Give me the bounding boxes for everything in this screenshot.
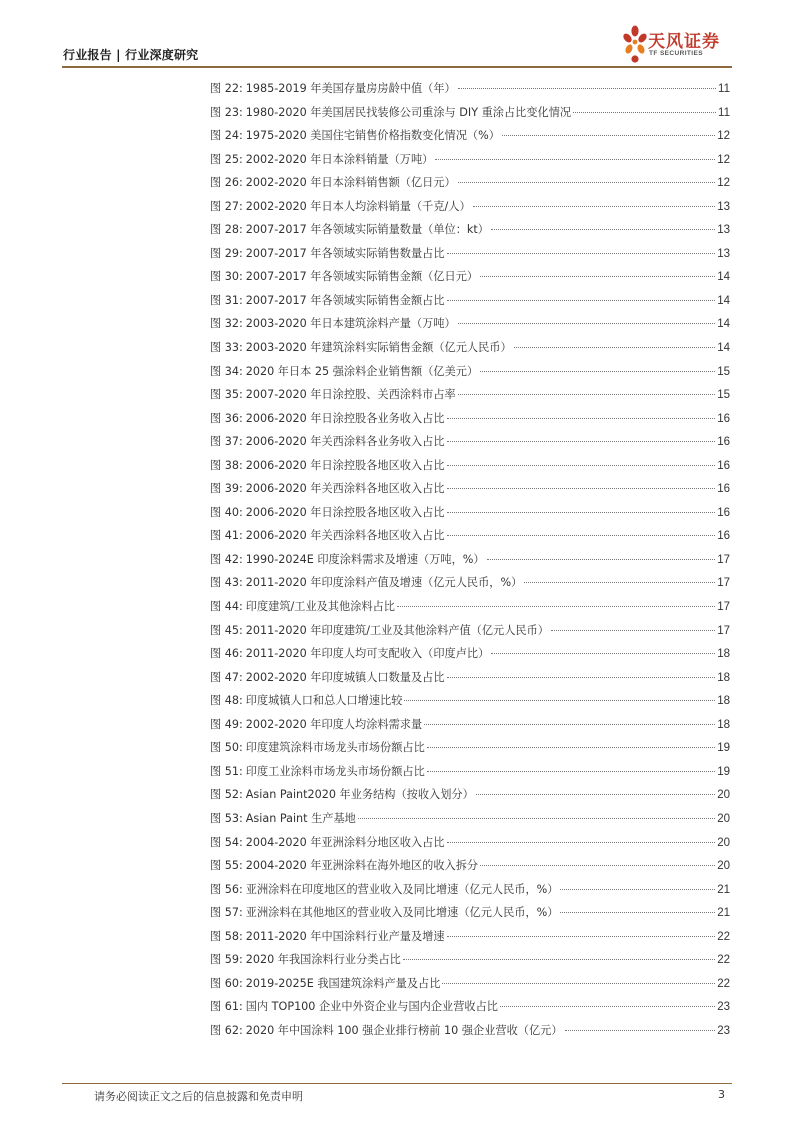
toc-page-number: 12 (717, 177, 730, 190)
toc-figure-title: 1985-2019 年美国存量房房龄中值（年） (245, 82, 456, 95)
toc-dot-leader (447, 936, 716, 937)
toc-dot-leader (573, 112, 716, 113)
toc-figure-title: 2020 年中国涂料 100 强企业排行榜前 10 强企业营收（亿元） (245, 1023, 563, 1037)
toc-dot-leader (551, 630, 715, 631)
toc-figure-number: 图 59: (210, 953, 243, 967)
toc-figure-number: 图 48: (210, 694, 243, 708)
company-logo (622, 24, 734, 68)
toc-figure-number: 图 53: (210, 811, 243, 825)
footer-divider (62, 1083, 732, 1084)
toc-page-number: 17 (717, 601, 730, 614)
toc-figure-number: 图 27: (210, 199, 243, 213)
toc-dot-leader (491, 229, 715, 230)
toc-entry[interactable] (210, 619, 730, 643)
toc-figure-title: 2002-2020 年日本人均涂料销量（千克/人） (245, 199, 471, 213)
toc-entry[interactable] (210, 124, 730, 148)
toc-page-number: 18 (717, 648, 730, 661)
toc-figure-number: 图 22: (210, 82, 243, 95)
toc-page-number: 16 (717, 436, 730, 449)
toc-dot-leader (447, 677, 716, 678)
toc-entry[interactable] (210, 289, 730, 313)
toc-page-number: 14 (717, 342, 730, 355)
toc-figure-number: 图 33: (210, 341, 243, 355)
toc-dot-leader (447, 418, 716, 419)
toc-dot-leader (491, 653, 715, 654)
toc-figure-title: 2003-2020 年日本建筑涂料产量（万吨） (245, 317, 456, 331)
toc-entry[interactable] (210, 642, 730, 666)
toc-dot-leader (524, 582, 715, 583)
toc-dot-leader (404, 700, 715, 701)
toc-page-number: 16 (717, 412, 730, 425)
toc-entry[interactable] (210, 501, 730, 525)
toc-figure-title: 2006-2020 年关西涂料各地区收入占比 (245, 529, 445, 543)
toc-page-number: 17 (717, 577, 730, 590)
toc-entry[interactable] (210, 666, 730, 690)
toc-page-number: 16 (717, 483, 730, 496)
toc-dot-leader (447, 535, 716, 536)
toc-figure-title: 2007-2017 年各领域实际销售金额占比 (245, 293, 445, 307)
toc-page-number: 12 (717, 130, 730, 143)
toc-figure-title: 2011-2020 年印度建筑/工业及其他涂料产值（亿元人民币） (245, 623, 549, 637)
toc-page-number: 21 (717, 883, 730, 896)
toc-dot-leader (427, 747, 715, 748)
logo-company-name: 天风证券 (648, 32, 720, 52)
toc-entry[interactable] (210, 454, 730, 478)
toc-page-number: 17 (717, 553, 730, 566)
toc-dot-leader (565, 1030, 716, 1031)
toc-dot-leader (476, 794, 715, 795)
toc-page-number: 19 (717, 742, 730, 755)
toc-figure-title: 2019-2025E 我国建筑涂料产量及占比 (245, 976, 441, 990)
toc-dot-leader (514, 347, 716, 348)
toc-figure-title: 1990-2024E 印度涂料需求及增速（万吨，%） (245, 552, 485, 566)
toc-page-number: 15 (717, 389, 730, 402)
toc-figure-number: 图 44: (210, 600, 243, 614)
toc-figure-number: 图 52: (210, 788, 243, 802)
toc-figure-title: 2007-2020 年日涂控股、关西涂料市占率 (245, 388, 456, 402)
toc-page-number: 15 (717, 365, 730, 378)
toc-page-number: 18 (717, 718, 730, 731)
toc-figure-title: 2006-2020 年关西涂料各地区收入占比 (245, 482, 445, 496)
toc-page-number: 11 (718, 106, 730, 119)
toc-figure-number: 图 62: (210, 1023, 243, 1037)
toc-page-number: 13 (717, 200, 730, 213)
toc-figure-title: Asian Paint 生产基地 (245, 811, 356, 825)
toc-figure-title: 2004-2020 年亚洲涂料在海外地区的收入拆分 (245, 859, 479, 873)
toc-figure-number: 图 40: (210, 505, 243, 519)
toc-dot-leader (447, 441, 716, 442)
toc-figure-number: 图 60: (210, 976, 243, 990)
toc-figure-number: 图 35: (210, 388, 243, 402)
toc-page-number: 20 (717, 836, 730, 849)
toc-figure-number: 图 25: (210, 152, 243, 166)
toc-page-number: 22 (717, 954, 730, 967)
toc-figure-number: 图 37: (210, 435, 243, 449)
toc-dot-leader (424, 724, 715, 725)
logo-flower-icon (622, 24, 648, 68)
toc-figure-number: 图 42: (210, 552, 243, 566)
toc-dot-leader (403, 959, 715, 960)
toc-dot-leader (447, 300, 716, 301)
toc-figure-title: 2006-2020 年日涂控股各地区收入占比 (245, 458, 445, 472)
toc-figure-title: 2007-2017 年各领域实际销售金额（亿日元） (245, 270, 479, 284)
toc-entry[interactable] (210, 101, 730, 125)
toc-entry[interactable] (210, 878, 730, 902)
toc-entry[interactable] (210, 925, 730, 949)
toc-page-number: 20 (717, 860, 730, 873)
toc-page-number: 18 (717, 695, 730, 708)
toc-page-number: 22 (717, 930, 730, 943)
toc-entry[interactable] (210, 548, 730, 572)
toc-dot-leader (397, 606, 715, 607)
toc-page-number: 16 (717, 530, 730, 543)
toc-entry[interactable] (210, 807, 730, 831)
toc-entry[interactable] (210, 360, 730, 384)
toc-figure-number: 图 30: (210, 270, 243, 284)
toc-figure-number: 图 39: (210, 482, 243, 496)
toc-figure-number: 图 28: (210, 223, 243, 237)
toc-entry[interactable] (210, 336, 730, 360)
toc-page-number: 16 (717, 506, 730, 519)
toc-figure-title: 印度城镇人口和总人口增速比较 (245, 694, 403, 708)
toc-dot-leader (447, 512, 716, 513)
toc-dot-leader (560, 889, 715, 890)
toc-figure-number: 图 34: (210, 364, 243, 378)
toc-figure-number: 图 46: (210, 647, 243, 661)
toc-entry[interactable] (210, 995, 730, 1019)
report-category-label: 行业报告 | 行业深度研究 (63, 48, 199, 62)
toc-figure-title: 1975-2020 美国住宅销售价格指数变化情况（%） (245, 129, 500, 143)
toc-entry[interactable] (210, 265, 730, 289)
toc-figure-number: 图 56: (210, 882, 243, 896)
page-number: 3 (718, 1088, 725, 1101)
toc-figure-title: 1980-2020 年美国居民找装修公司重涂与 DIY 重涂占比变化情况 (245, 105, 572, 119)
toc-dot-leader (427, 771, 715, 772)
toc-entry[interactable] (210, 571, 730, 595)
toc-page-number: 14 (717, 294, 730, 307)
toc-figure-number: 图 43: (210, 576, 243, 590)
toc-page-number: 13 (717, 247, 730, 260)
toc-figure-title: 2002-2020 年日本涂料销量（万吨） (245, 152, 434, 166)
toc-figure-number: 图 51: (210, 764, 243, 778)
toc-entry[interactable] (210, 477, 730, 501)
toc-figure-title: 2003-2020 年建筑涂料实际销售金额（亿元人民币） (245, 341, 512, 355)
toc-page-number: 19 (717, 765, 730, 778)
toc-entry[interactable] (210, 195, 730, 219)
toc-figure-title: 亚洲涂料在印度地区的营业收入及同比增速（亿元人民币，%） (245, 882, 559, 896)
toc-dot-leader (442, 983, 715, 984)
toc-entry[interactable] (210, 713, 730, 737)
toc-dot-leader (447, 253, 716, 254)
toc-figure-number: 图 38: (210, 458, 243, 472)
toc-page-number: 14 (717, 271, 730, 284)
toc-dot-leader (458, 88, 716, 89)
toc-entry[interactable] (210, 383, 730, 407)
toc-figure-number: 图 41: (210, 529, 243, 543)
toc-figure-number: 图 58: (210, 929, 243, 943)
toc-figure-title: 印度建筑涂料市场龙头市场份额占比 (245, 741, 425, 755)
toc-dot-leader (500, 1006, 715, 1007)
toc-dot-leader (502, 135, 715, 136)
toc-entry[interactable] (210, 854, 730, 878)
toc-entry[interactable] (210, 148, 730, 172)
toc-figure-title: 2011-2020 年印度人均可支配收入（印度卢比） (245, 647, 490, 661)
toc-entry[interactable] (210, 171, 730, 195)
toc-dot-leader (447, 842, 716, 843)
toc-entry[interactable] (210, 689, 730, 713)
toc-page-number: 20 (717, 789, 730, 802)
toc-figure-title: Asian Paint2020 年业务结构（按收入划分） (245, 788, 474, 802)
toc-dot-leader (480, 371, 715, 372)
toc-figure-number: 图 26: (210, 176, 243, 190)
toc-figure-number: 图 57: (210, 906, 243, 920)
toc-entry[interactable] (210, 831, 730, 855)
header-divider (62, 66, 732, 68)
toc-figure-number: 图 55: (210, 859, 243, 873)
toc-figure-title: 2004-2020 年亚洲涂料分地区收入占比 (245, 835, 445, 849)
toc-entry[interactable] (210, 312, 730, 336)
figure-table-of-contents (210, 77, 730, 1042)
toc-page-number: 22 (717, 977, 730, 990)
toc-dot-leader (458, 323, 715, 324)
toc-dot-leader (560, 912, 715, 913)
toc-figure-title: 2011-2020 年中国涂料行业产量及增速 (245, 929, 445, 943)
toc-dot-leader (358, 818, 715, 819)
toc-page-number: 23 (717, 1001, 730, 1014)
toc-figure-title: 2007-2017 年各领域实际销量数量（单位：kt） (245, 223, 489, 237)
toc-figure-number: 图 24: (210, 129, 243, 143)
toc-dot-leader (447, 488, 716, 489)
toc-page-number: 17 (717, 624, 730, 637)
toc-figure-title: 2006-2020 年日涂控股各业务收入占比 (245, 411, 445, 425)
toc-dot-leader (435, 159, 715, 160)
toc-dot-leader (458, 182, 715, 183)
toc-figure-number: 图 36: (210, 411, 243, 425)
toc-figure-title: 国内 TOP100 企业中外资企业与国内企业营收占比 (245, 1000, 498, 1014)
toc-entry[interactable] (210, 901, 730, 925)
toc-figure-title: 2020 年我国涂料行业分类占比 (245, 953, 401, 967)
footer-disclaimer: 请务必阅读正文之后的信息披露和免责申明 (94, 1090, 303, 1103)
toc-page-number: 14 (717, 318, 730, 331)
toc-figure-title: 2011-2020 年印度涂料产值及增速（亿元人民币，%） (245, 576, 523, 590)
toc-page-number: 16 (717, 459, 730, 472)
toc-figure-number: 图 29: (210, 246, 243, 260)
toc-dot-leader (458, 394, 715, 395)
toc-figure-number: 图 47: (210, 670, 243, 684)
toc-page-number: 18 (717, 671, 730, 684)
toc-page-number: 12 (717, 153, 730, 166)
toc-figure-title: 2007-2017 年各领域实际销售数量占比 (245, 246, 445, 260)
toc-entry[interactable] (210, 760, 730, 784)
toc-figure-number: 图 45: (210, 623, 243, 637)
toc-figure-title: 2002-2020 年日本涂料销售额（亿日元） (245, 176, 456, 190)
toc-entry[interactable] (210, 77, 730, 101)
toc-dot-leader (487, 559, 716, 560)
toc-page-number: 21 (717, 907, 730, 920)
toc-figure-title: 2020 年日本 25 强涂料企业销售额（亿美元） (245, 364, 479, 378)
toc-figure-title: 亚洲涂料在其他地区的营业收入及同比增速（亿元人民币，%） (245, 906, 559, 920)
toc-figure-number: 图 23: (210, 105, 243, 119)
toc-entry[interactable] (210, 242, 730, 266)
toc-dot-leader (480, 276, 715, 277)
toc-dot-leader (447, 465, 716, 466)
toc-page-number: 23 (717, 1024, 730, 1037)
toc-page-number: 11 (718, 83, 730, 95)
toc-figure-number: 图 61: (210, 1000, 243, 1014)
toc-entry[interactable] (210, 524, 730, 548)
toc-figure-number: 图 54: (210, 835, 243, 849)
toc-page-number: 20 (717, 812, 730, 825)
toc-figure-number: 图 32: (210, 317, 243, 331)
toc-entry[interactable] (210, 736, 730, 760)
toc-entry[interactable] (210, 948, 730, 972)
toc-figure-title: 印度建筑/工业及其他涂料占比 (245, 600, 395, 614)
logo-english-name: TF SECURITIES (649, 50, 703, 57)
toc-figure-number: 图 49: (210, 717, 243, 731)
toc-entry[interactable] (210, 430, 730, 454)
toc-figure-number: 图 31: (210, 293, 243, 307)
toc-page-number: 13 (717, 224, 730, 237)
toc-entry[interactable] (210, 595, 730, 619)
toc-figure-number: 图 50: (210, 741, 243, 755)
toc-figure-title: 印度工业涂料市场龙头市场份额占比 (245, 764, 425, 778)
toc-entry[interactable] (210, 1019, 730, 1043)
toc-dot-leader (473, 206, 716, 207)
toc-dot-leader (480, 865, 715, 866)
toc-figure-title: 2002-2020 年印度人均涂料需求量 (245, 717, 423, 731)
toc-figure-title: 2006-2020 年日涂控股各地区收入占比 (245, 505, 445, 519)
toc-entry[interactable] (210, 407, 730, 431)
toc-entry[interactable] (210, 972, 730, 996)
toc-entry[interactable] (210, 783, 730, 807)
toc-figure-title: 2006-2020 年关西涂料各业务收入占比 (245, 435, 445, 449)
toc-entry[interactable] (210, 218, 730, 242)
toc-figure-title: 2002-2020 年印度城镇人口数量及占比 (245, 670, 445, 684)
